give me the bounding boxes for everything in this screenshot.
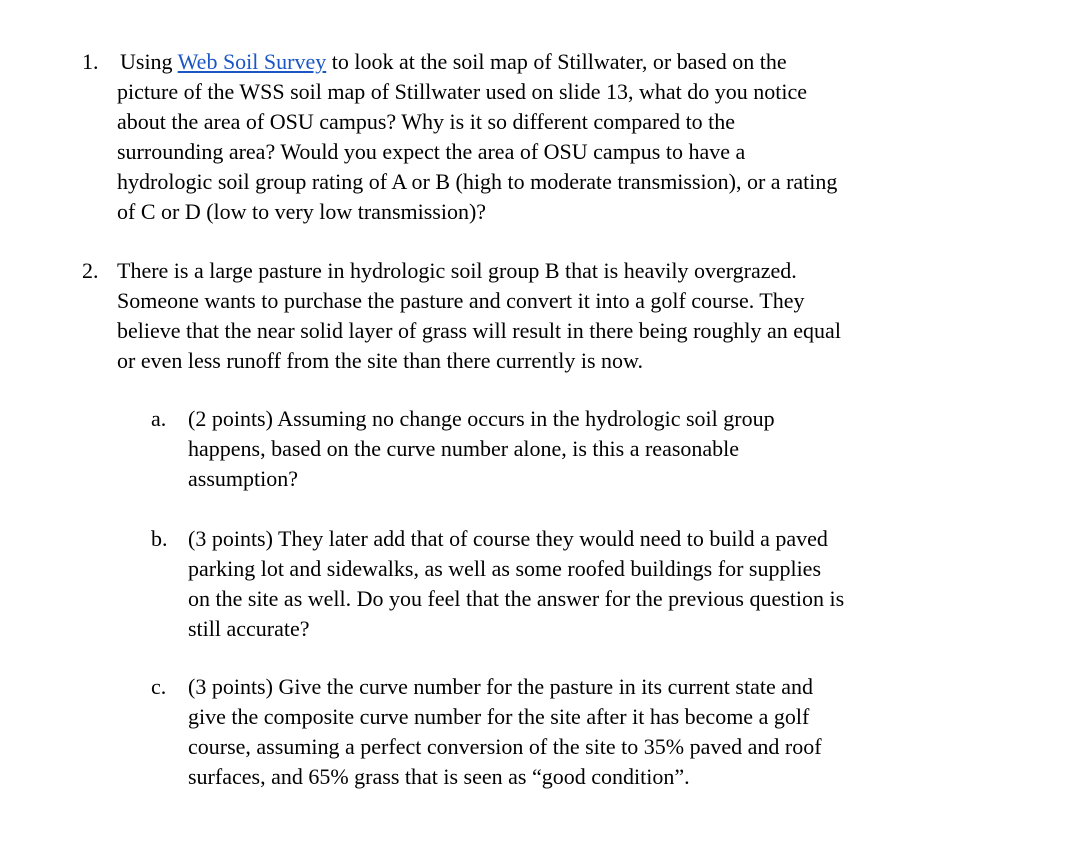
subquestion-b-line-1: (3 points) They later add that of course they would need to build a paved xyxy=(188,526,828,551)
subquestion-b-text xyxy=(188,524,844,644)
question-2-line-4: or even less runoff from the site than there currently is now. xyxy=(117,348,644,373)
question-2-text xyxy=(117,256,841,376)
subquestion-a-line-3: assumption? xyxy=(188,466,298,491)
question-1-line-1: Using Web Soil Survey to look at the soil map of Stillwater, or based on the xyxy=(120,49,787,74)
subquestion-c-text xyxy=(188,672,822,792)
question-2 xyxy=(82,256,982,386)
question-1 xyxy=(82,47,982,237)
subquestion-a-text xyxy=(188,404,775,494)
question-1-line-3: about the area of OSU campus? Why is it so different compared to the xyxy=(117,109,736,134)
question-1-number: 1. xyxy=(82,49,99,74)
question-2-line-3: believe that the near solid layer of grass will result in there being roughly an equal xyxy=(117,318,841,343)
subquestion-b xyxy=(151,524,951,649)
question-2-number: 2. xyxy=(82,258,99,283)
subquestion-c-line-2: give the composite curve number for the site after it has become a golf xyxy=(188,704,810,729)
question-1-text xyxy=(117,47,838,227)
question-1-line-6: of C or D (low to very low transmission)? xyxy=(117,199,487,224)
subquestion-a-letter: a. xyxy=(151,406,167,431)
question-2-line-1: There is a large pasture in hydrologic soil group B that is heavily overgrazed. xyxy=(117,258,797,283)
subquestion-c-line-4: surfaces, and 65% grass that is seen as “good condition”. xyxy=(188,764,690,789)
subquestion-b-letter: b. xyxy=(151,526,168,551)
subquestion-b-line-4: still accurate? xyxy=(188,616,310,641)
subquestion-b-line-3: on the site as well. Do you feel that the answer for the previous question is xyxy=(188,586,845,611)
question-1-line-4: surrounding area? Would you expect the area of OSU campus to have a xyxy=(117,139,746,164)
subquestion-a-line-2: happens, based on the curve number alone, is this a reasonable xyxy=(188,436,740,461)
web-soil-survey-link[interactable]: Web Soil Survey xyxy=(177,49,327,74)
subquestion-b-line-2: parking lot and sidewalks, as well as some roofed buildings for supplies xyxy=(188,556,822,581)
subquestion-c xyxy=(151,672,951,797)
subquestion-c-letter: c. xyxy=(151,674,167,699)
question-1-line-5: hydrologic soil group rating of A or B (high to moderate transmission), or a rating xyxy=(117,169,838,194)
subquestion-c-line-3: course, assuming a perfect conversion of the site to 35% paved and roof xyxy=(188,734,822,759)
question-1-line-2: picture of the WSS soil map of Stillwater used on slide 13, what do you notice xyxy=(117,79,808,104)
subquestion-a-line-1: (2 points) Assuming no change occurs in the hydrologic soil group xyxy=(188,406,775,431)
subquestion-a xyxy=(151,404,951,499)
subquestion-c-line-1: (3 points) Give the curve number for the pasture in its current state and xyxy=(188,674,813,699)
question-2-line-2: Someone wants to purchase the pasture and convert it into a golf course. They xyxy=(117,288,805,313)
